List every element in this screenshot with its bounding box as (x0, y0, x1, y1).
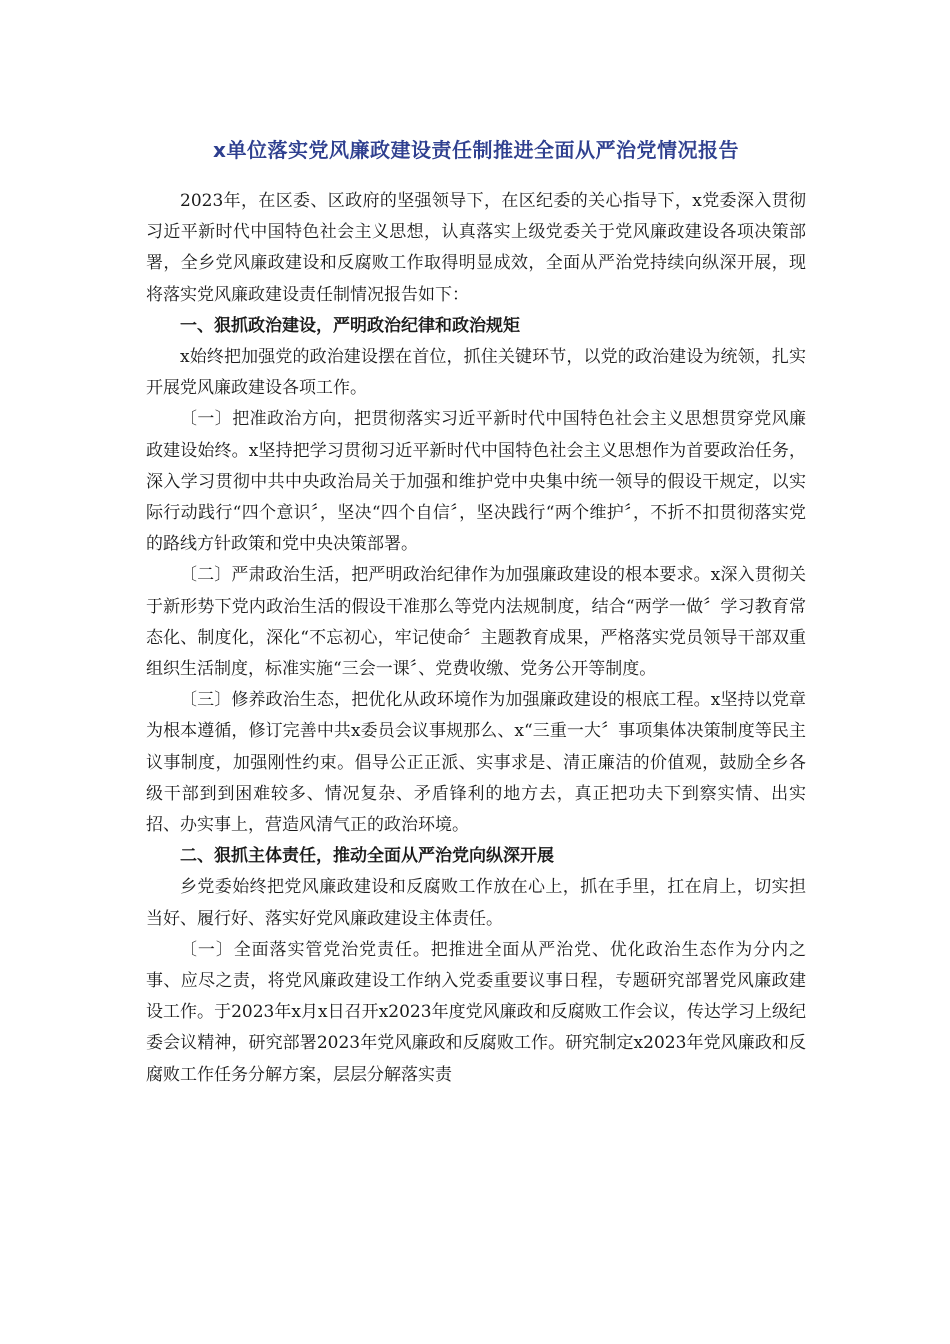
document-page (146, 130, 806, 1091)
body-paragraph: 乡党委始终把党风廉政建设和反腐败工作放在心上，抓在手里，扛在肩上，切实担当好、履行好、落实好党风廉政建设主体责任。 (146, 877, 806, 929)
document-title: x单位落实党风廉政建设责任制推进全面从严治党情况报告 (213, 138, 739, 162)
body-paragraph: 〔二〕严肃政治生活，把严明政治纪律作为加强廉政建设的根本要求。x深入贯彻关于新形势下党内政治生活的假设干准那么等党内法规制度，结合“两学一做〞学习教育常态化、制度化，深化“不忘初心，牢记使命〞主题教育成果，严格落实党员领导干部双重组织生活制度，标准实施“三会一课〞、党费收缴、党务公开等制度。 (146, 565, 806, 680)
section-heading-2: 二、狠抓主体责任，推动全面从严治党向纵深开展 (180, 846, 554, 867)
intro-paragraph: 2023年，在区委、区政府的坚强领导下，在区纪委的关心指导下，x党委深入贯彻习近平新时代中国特色社会主义思想，认真落实上级党委关于党风廉政建设各项决策部署，全乡党风廉政建设和反腐败工作取得明显成效，全面从严治党持续向纵深开展，现将落实党风廉政建设责任制情况报告如下： (146, 191, 806, 305)
body-paragraph: 〔一〕把准政治方向，把贯彻落实习近平新时代中国特色社会主义思想贯穿党风廉政建设始终。x坚持把学习贯彻习近平新时代中国特色社会主义思想作为首要政治任务，深入学习贯彻中共中央政治局关于加强和维护党中央集中统一领导的假设干规定，以实际行动践行“四个意识〞，坚决“四个自信〞，坚决践行“两个维护〞，不折不扣贯彻落实党的路线方针政策和党中央决策部署。 (146, 409, 806, 555)
body-paragraph: x始终把加强党的政治建设摆在首位，抓住关键环节，以党的政治建设为统领，扎实开展党风廉政建设各项工作。 (146, 347, 806, 399)
body-paragraph: 〔一〕全面落实管党治党责任。把推进全面从严治党、优化政治生态作为分内之事、应尽之责，将党风廉政建设工作纳入党委重要议事日程，专题研究部署党风廉政建设工作。于2023年x月x日召开x2023年度党风廉政和反腐败工作会议，传达学习上级纪委会议精神，研究部署2023年党风廉政和反腐败工作。研究制定x2023年党风廉政和反腐败工作任务分解方案，层层分解落实责 (146, 939, 806, 1085)
section-heading-1: 一、狠抓政治建设，严明政治纪律和政治规矩 (180, 315, 520, 336)
body-paragraph: 〔三〕修养政治生态，把优化从政环境作为加强廉政建设的根底工程。x坚持以党章为根本遵循，修订完善中共x委员会议事规那么、x“三重一大〞事项集体决策制度等民主议事制度，加强刚性约束。倡导公正正派、实事求是、清正廉洁的价值观，鼓励全乡各级干部到到困难较多、情况复杂、矛盾锋利的地方去，真正把功夫下到察实情、出实招、办实事上，营造风清气正的政治环境。 (146, 690, 806, 836)
